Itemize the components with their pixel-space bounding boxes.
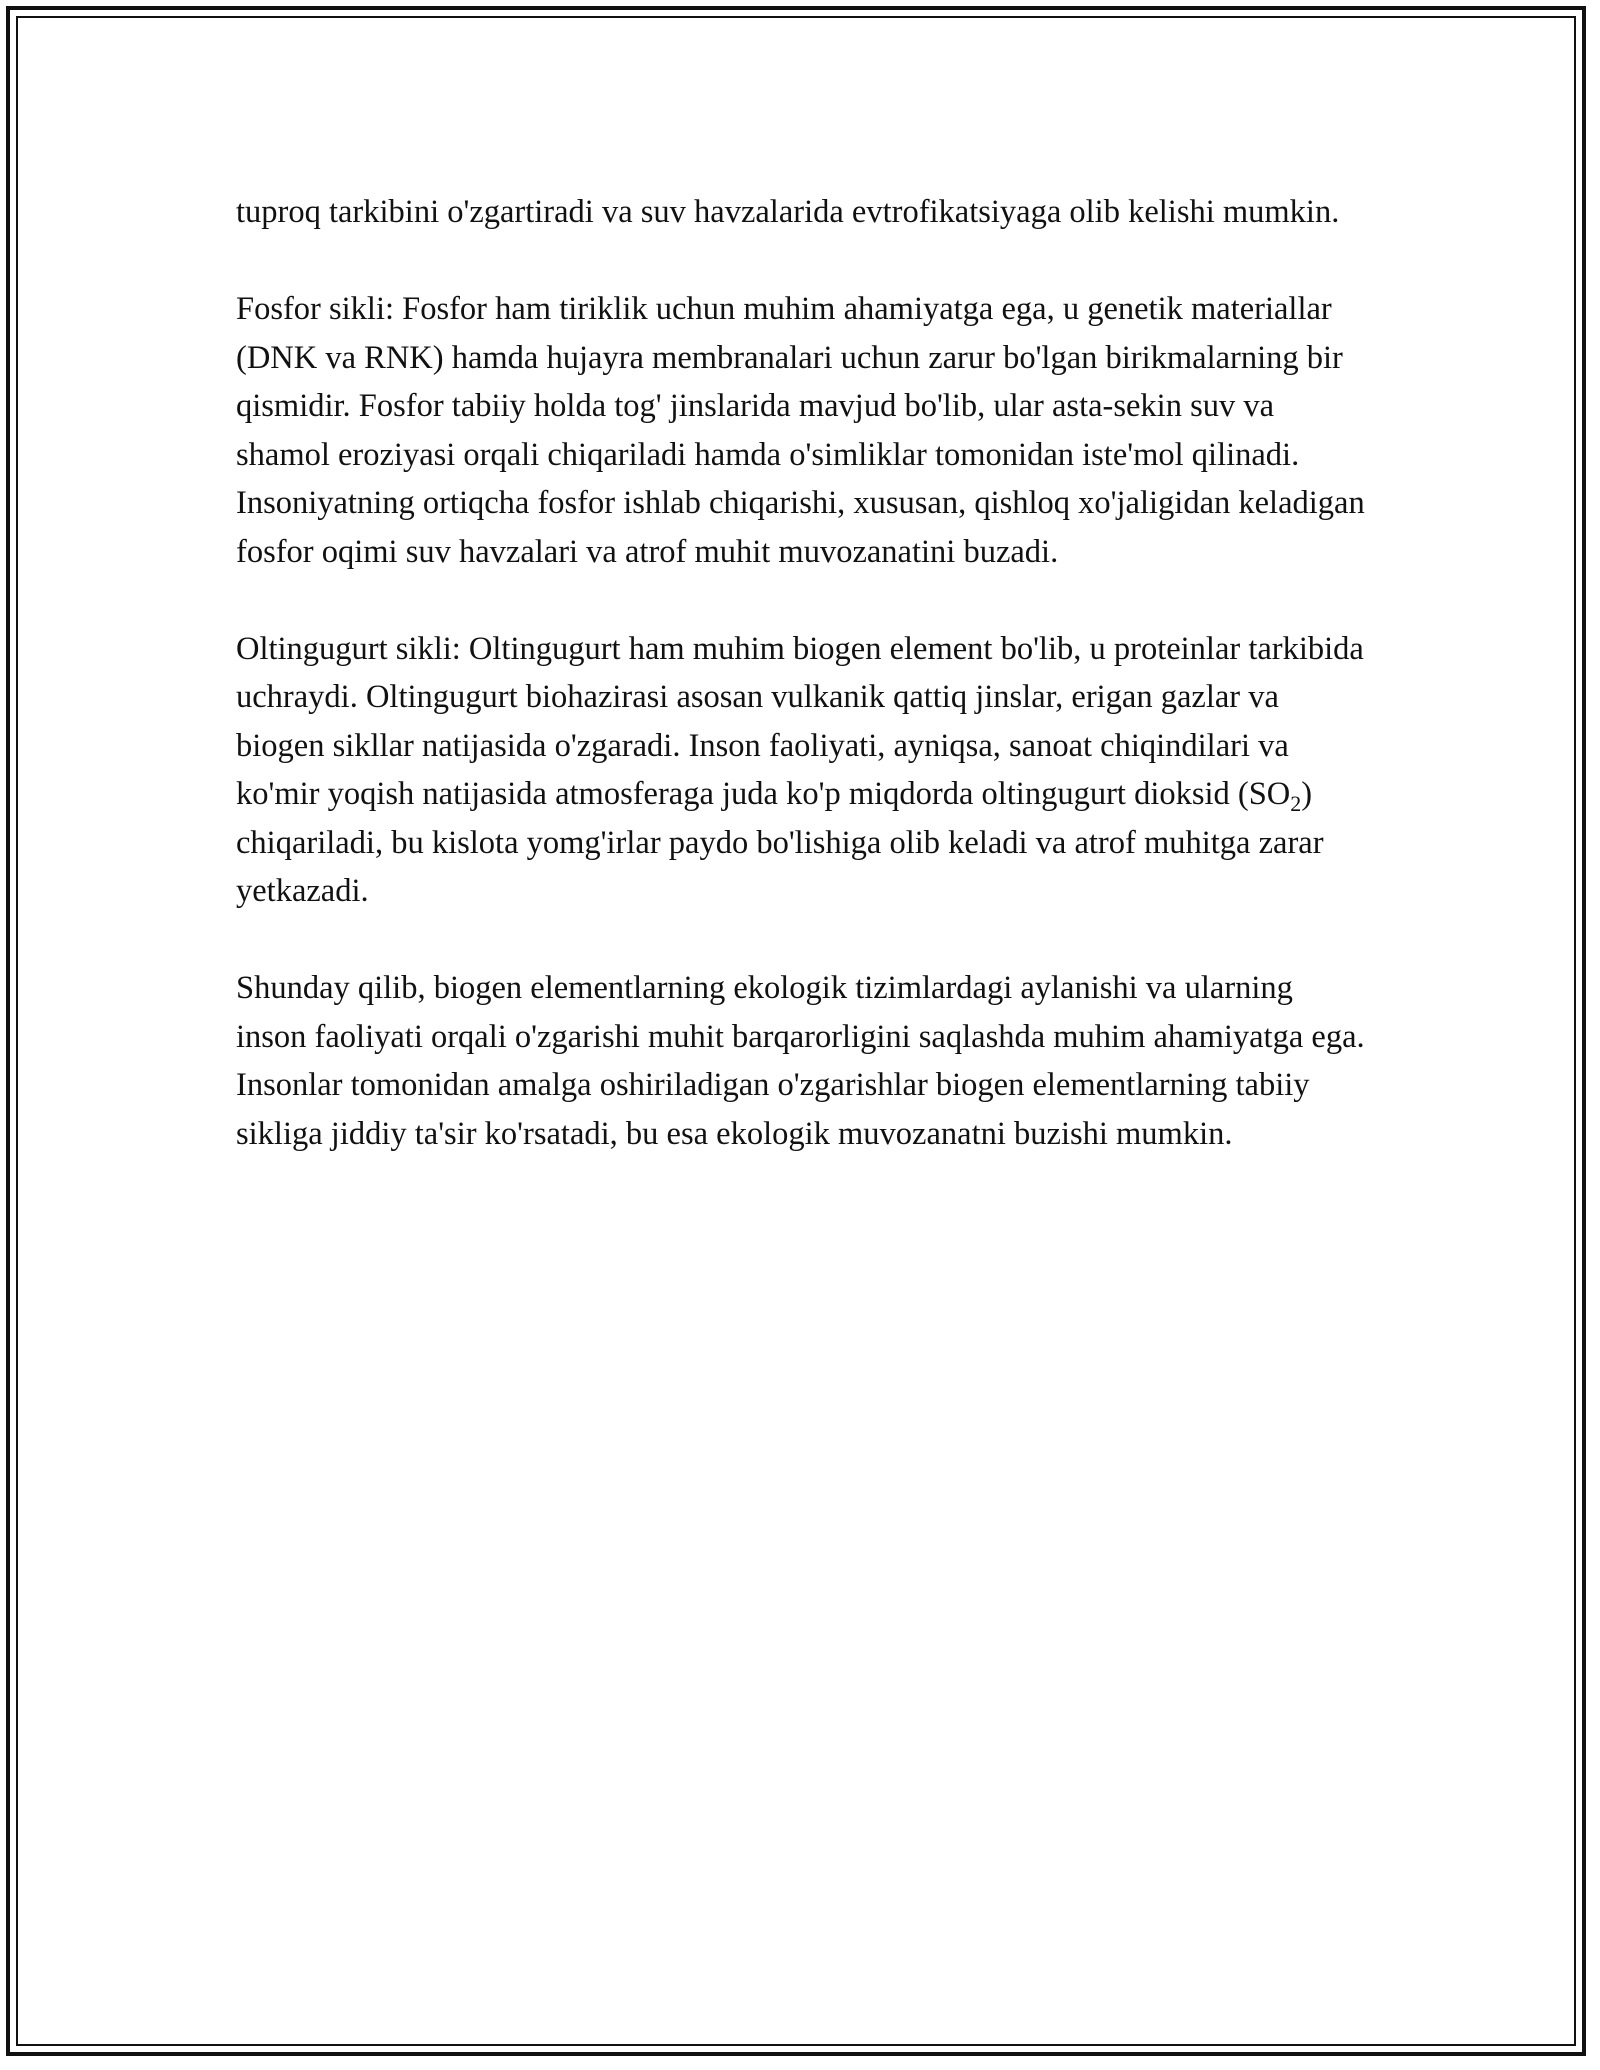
paragraph-soil-continuation: tuproq tarkibini o'zgartiradi va suv havzalarida evtrofikatsiyaga olib kelishi mumkin. [236, 194, 1340, 230]
paragraph-phosphorus-cycle: Fosfor sikli: Fosfor ham tiriklik uchun muhim ahamiyatga ega, u genetik materiallar (DNK va RNK) hamda hujayra membranalari uchun zarur bo'lgan birikmalarning bir qismidir. Fosfor tabiiy holda tog' jinslarida mavjud bo'lib, ular asta-sekin suv va shamol eroziyasi orqali chiqariladi hamda o'simliklar tomonidan iste'mol qilinadi. Insoniyatning ortiqcha fosfor ishlab chiqarishi, xususan, qishloq xo'jaligidan keladigan fosfor oqimi suv havzalari va atrof muhit muvozanatini buzadi. [236, 291, 1365, 570]
so2-subscript: 2 [1290, 791, 1302, 816]
sulfur-text-after: ) chiqariladi, bu kislota yomg'irlar paydo bo'lishiga olib keladi va atrof muhitga zarar yetkazadi. [236, 776, 1324, 909]
sulfur-text-before: Oltingugurt sikli: Oltingugurt ham muhim biogen element bo'lib, u proteinlar tarkibida uchraydi. Oltingugurt biohazirasi asosan vulkanik qattiq jinslar, erigan gazlar va biogen sikllar natijasida o'zgaradi. Inson faoliyati, ayniqsa, sanoat chiqindilari va ko'mir yoqish natijasida atmosferaga juda ko'p miqdorda oltingugurt dioksid (SO [236, 630, 1364, 812]
paragraph-conclusion: Shunday qilib, biogen elementlarning ekologik tizimlardagi aylanishi va ularning inson faoliyati orqali o'zgarishi muhit barqarorligini saqlashda muhim ahamiyatga ega. Insonlar tomonidan amalga oshiriladigan o'zgarishlar biogen elementlarning tabiiy sikliga jiddiy ta'sir ko'rsatadi, bu esa ekologik muvozanatni buzishi mumkin. [236, 970, 1365, 1152]
document-body [236, 188, 1366, 1207]
paragraph-sulfur-cycle [236, 625, 1366, 916]
